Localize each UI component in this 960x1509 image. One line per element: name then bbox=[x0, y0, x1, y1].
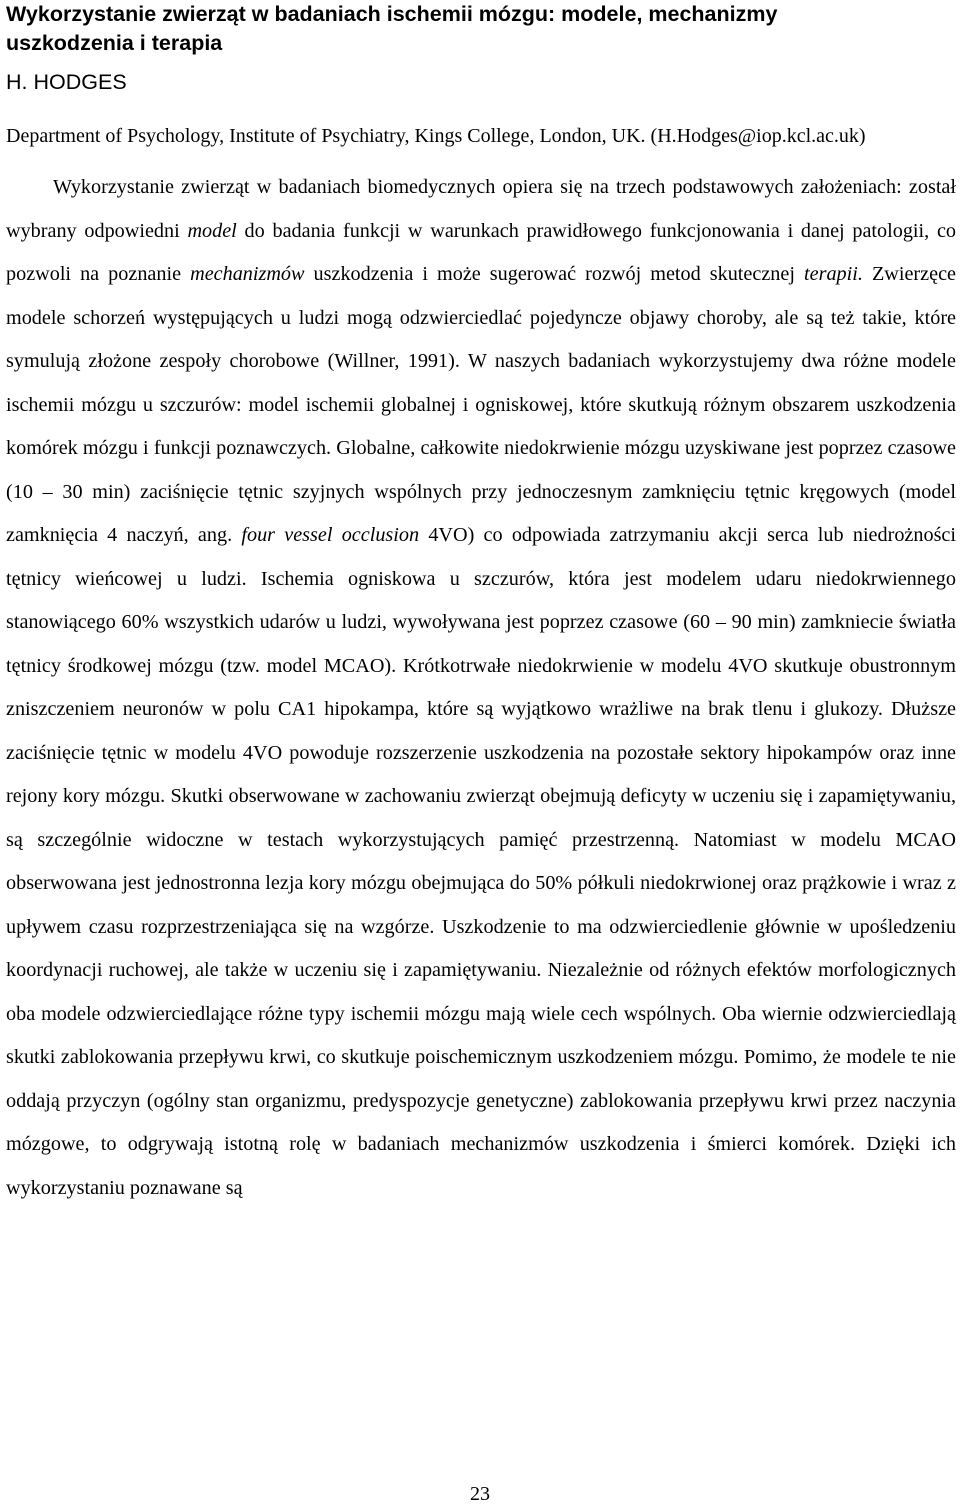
body-text-segment: Zwierzęce modele schorzeń występujących u ludzi mogą odzwierciedlać pojedyncze objawy choroby, ale są też takie, które symulują złożone zespoły chorobowe (Willner, 1991). W naszych badaniach wykorzystujemy dwa różne modele ischemii mózgu u szczurów: model ischemii globalnej i ogniskowej, które skutkują różnym obszarem uszkodzenia komórek mózgu i funkcji poznawczych. Globalne, całkowite niedokrwienie mózgu uzyskiwane jest poprzez czasowe (10 – 30 min) zaciśnięcie tętnic szyjnych wspólnych przy jednoczesnym zamknięciu tętnic kręgowych (model zamknięcia 4 naczyń, ang. bbox=[6, 263, 956, 546]
italic-term-four-vessel-occlusion: four vessel occlusion bbox=[241, 524, 420, 546]
page-number: 23 bbox=[470, 1483, 490, 1505]
italic-term-model: model bbox=[187, 219, 237, 242]
italic-term-mechanizmow: mechanizmów bbox=[190, 263, 305, 285]
author-name: H. HODGES bbox=[6, 70, 127, 94]
body-text-segment: 4VO) co odpowiada zatrzymaniu akcji serca lub niedrożności tętnicy wieńcowej u ludzi. Ischemia ogniskowa u szczurów, która jest modelem udaru niedokrwiennego stanowiącego 60% wszystkich udarów u ludzi, wywoływana jest poprzez czasowe (60 – 90 min) zamkniecie światła tętnicy środkowej mózgu (tzw. model MCAO). Krótkotrwałe niedokrwienie w modelu 4VO skutkuje obustronnym zniszczeniem neuronów w polu CA1 hipokampa, które są wyjątkowo wrażliwe na brak tlenu i glukozy. Dłuższe zaciśnięcie tętnic w modelu 4VO powoduje rozszerzenie uszkodzenia na pozostałe sektory hipokampów oraz inne rejony kory mózgu. Skutki obserwowane w zachowaniu zwierząt obejmują deficyty w uczeniu się i zapamiętywaniu, są szczególnie widoczne w testach wykorzystujących pamięć przestrzenną. Natomiast w modelu MCAO obserwowana jest jednostronna lezja kory mózgu obejmująca do 50% półkuli niedokrwionej oraz prążkowie i wraz z upływem czasu rozprzestrzeniająca się na wzgórze. Uszkodzenie to ma odzwierciedlenie głównie w upośledzeniu koordynacji ruchowej, ale także w uczeniu się i zapamiętywaniu. Niezależnie od różnych efektów morfologicznych oba modele odzwierciedlające różne typy ischemii mózgu mają wiele cech wspólnych. Oba wiernie odzwierciedlają skutki zablokowania przepływu krwi, co skutkuje poischemicznym uszkodzeniem mózgu. Pomimo, że modele te nie oddają przyczyn (ogólny stan organizmu, predyspozycje genetyczne) zablokowania przepływu krwi przez naczynia mózgowe, to odgrywają istotną rolę w badaniach mechanizmów uszkodzenia i śmierci komórek. Dzięki ich wykorzystaniu poznawane są bbox=[6, 524, 956, 1199]
body-text-segment: do badania funkcji w warunkach prawidłowego funkcjonowania i danej patologii, co pozwoli na poznanie bbox=[6, 219, 956, 285]
body-text-segment: Wykorzystanie zwierząt w badaniach biomedycznych opiera się na trzech podstawowych założeniach: został wybrany odpowiedni bbox=[6, 176, 956, 242]
paper-title: Wykorzystanie zwierząt w badaniach ischemii mózgu: modele, mechanizmy uszkodzenia i terapia bbox=[6, 2, 778, 55]
italic-term-terapii: terapii. bbox=[804, 263, 863, 285]
body-paragraph bbox=[6, 166, 956, 1210]
author-affiliation: Department of Psychology, Institute of Psychiatry, Kings College, London, UK. (H.Hodges@iop.kcl.ac.uk) bbox=[6, 125, 866, 147]
body-text-segment: uszkodzenia i może sugerować rozwój metod skutecznej bbox=[304, 263, 805, 285]
